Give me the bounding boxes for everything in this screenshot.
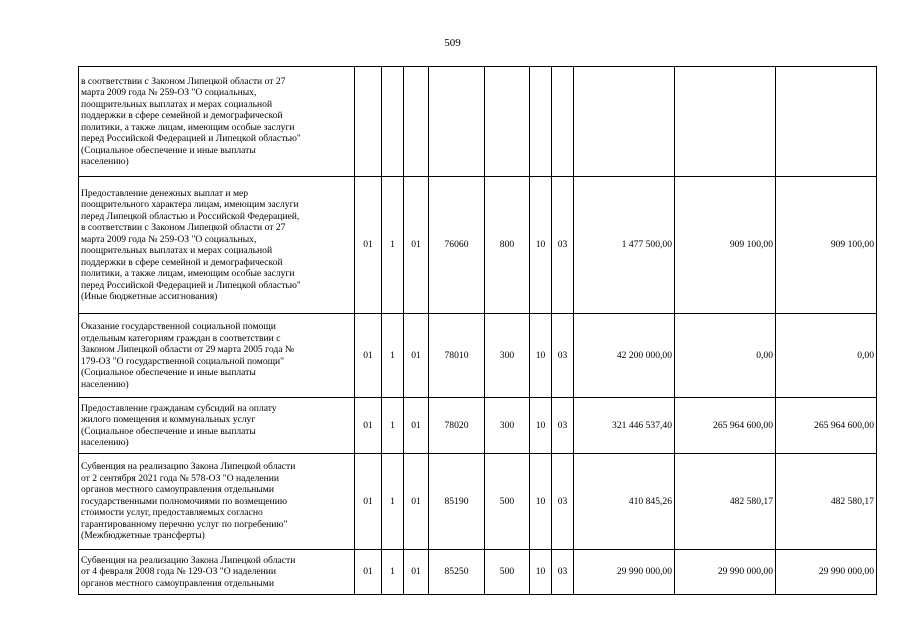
section-code: 10 [530, 398, 552, 454]
table-row [79, 177, 877, 314]
direction-code [429, 67, 485, 177]
table-body [79, 67, 877, 595]
section-code: 10 [530, 177, 552, 314]
amount-year-3 [776, 67, 877, 177]
subsection-code: 03 [552, 314, 574, 398]
row-description: Оказание государственной социальной помощи отдельным категориям граждан в соответствии с Законом Липецкой области от 29 марта 2005 года № 179-ОЗ "О государственной социальной помощи" (Социальное обеспечение и иные выплаты населению) [79, 314, 355, 398]
main-event-code: 01 [404, 550, 429, 595]
program-code: 01 [355, 314, 382, 398]
subsection-code: 03 [552, 454, 574, 550]
expense-type-code: 500 [485, 454, 530, 550]
program-code: 01 [355, 398, 382, 454]
direction-code: 76060 [429, 177, 485, 314]
table-row [79, 454, 877, 550]
program-code: 01 [355, 550, 382, 595]
section-code [530, 67, 552, 177]
direction-code: 85190 [429, 454, 485, 550]
amount-year-2: 0,00 [675, 314, 776, 398]
amount-year-2: 29 990 000,00 [675, 550, 776, 595]
subprogram-code [382, 67, 404, 177]
amount-year-3: 0,00 [776, 314, 877, 398]
main-event-code: 01 [404, 177, 429, 314]
row-description: Субвенция на реализацию Закона Липецкой области от 4 февраля 2008 года № 129-ОЗ "О наделении органов местного самоуправления отдельными [79, 550, 355, 595]
amount-year-1: 1 477 500,00 [574, 177, 675, 314]
row-description: в соответствии с Законом Липецкой области от 27 марта 2009 года № 259-ОЗ "О социальных, поощрительных выплатах и мерах социальной поддержки в сфере семейной и демографической политики, а также лицам, имеющим особые заслуги перед Российской Федерацией и Липецкой областью" (Социальное обеспечение и иные выплаты населению) [79, 67, 355, 177]
amount-year-1: 29 990 000,00 [574, 550, 675, 595]
expense-type-code: 800 [485, 177, 530, 314]
row-description: Предоставление гражданам субсидий на оплату жилого помещения и коммунальных услуг (Социальное обеспечение и иные выплаты населению) [79, 398, 355, 454]
budget-table [78, 66, 877, 595]
section-code: 10 [530, 314, 552, 398]
amount-year-2: 909 100,00 [675, 177, 776, 314]
amount-year-3: 482 580,17 [776, 454, 877, 550]
amount-year-1: 42 200 000,00 [574, 314, 675, 398]
main-event-code [404, 67, 429, 177]
subprogram-code: 1 [382, 314, 404, 398]
subsection-code: 03 [552, 550, 574, 595]
amount-year-3: 265 964 600,00 [776, 398, 877, 454]
subsection-code: 03 [552, 177, 574, 314]
expense-type-code: 500 [485, 550, 530, 595]
table-row [79, 398, 877, 454]
amount-year-2: 265 964 600,00 [675, 398, 776, 454]
section-code: 10 [530, 454, 552, 550]
table-row [79, 67, 877, 177]
subsection-code [552, 67, 574, 177]
section-code: 10 [530, 550, 552, 595]
expense-type-code [485, 67, 530, 177]
amount-year-1 [574, 67, 675, 177]
row-description: Предоставление денежных выплат и мер поощрительного характера лицам, имеющим заслуги перед Липецкой областью и Российской Федерацией, в соответствии с Законом Липецкой области от 27 марта 2009 года № 259-ОЗ "О социальных, поощрительных выплатах и мерах социальной поддержки в сфере семейной и демографической политики, а также лицам, имеющим особые заслуги перед Российской Федерацией и Липецкой областью" (Иные бюджетные ассигнования) [79, 177, 355, 314]
amount-year-1: 321 446 537,40 [574, 398, 675, 454]
direction-code: 78020 [429, 398, 485, 454]
program-code: 01 [355, 177, 382, 314]
direction-code: 85250 [429, 550, 485, 595]
amount-year-2 [675, 67, 776, 177]
subprogram-code: 1 [382, 177, 404, 314]
direction-code: 78010 [429, 314, 485, 398]
subprogram-code: 1 [382, 550, 404, 595]
program-code: 01 [355, 454, 382, 550]
row-description: Субвенция на реализацию Закона Липецкой области от 2 сентября 2021 года № 578-ОЗ "О наделении органов местного самоуправления отдельными государственными полномочиями по возмещению стоимости услуг, предоставляемых согласно гарантированному перечню услуг по погребению" (Межбюджетные трансферты) [79, 454, 355, 550]
program-code [355, 67, 382, 177]
subprogram-code: 1 [382, 398, 404, 454]
subprogram-code: 1 [382, 454, 404, 550]
main-event-code: 01 [404, 398, 429, 454]
table-row [79, 314, 877, 398]
main-event-code: 01 [404, 454, 429, 550]
amount-year-3: 909 100,00 [776, 177, 877, 314]
amount-year-3: 29 990 000,00 [776, 550, 877, 595]
table-row [79, 550, 877, 595]
amount-year-2: 482 580,17 [675, 454, 776, 550]
expense-type-code: 300 [485, 398, 530, 454]
subsection-code: 03 [552, 398, 574, 454]
amount-year-1: 410 845,26 [574, 454, 675, 550]
expense-type-code: 300 [485, 314, 530, 398]
main-event-code: 01 [404, 314, 429, 398]
page-number: 509 [444, 37, 461, 49]
